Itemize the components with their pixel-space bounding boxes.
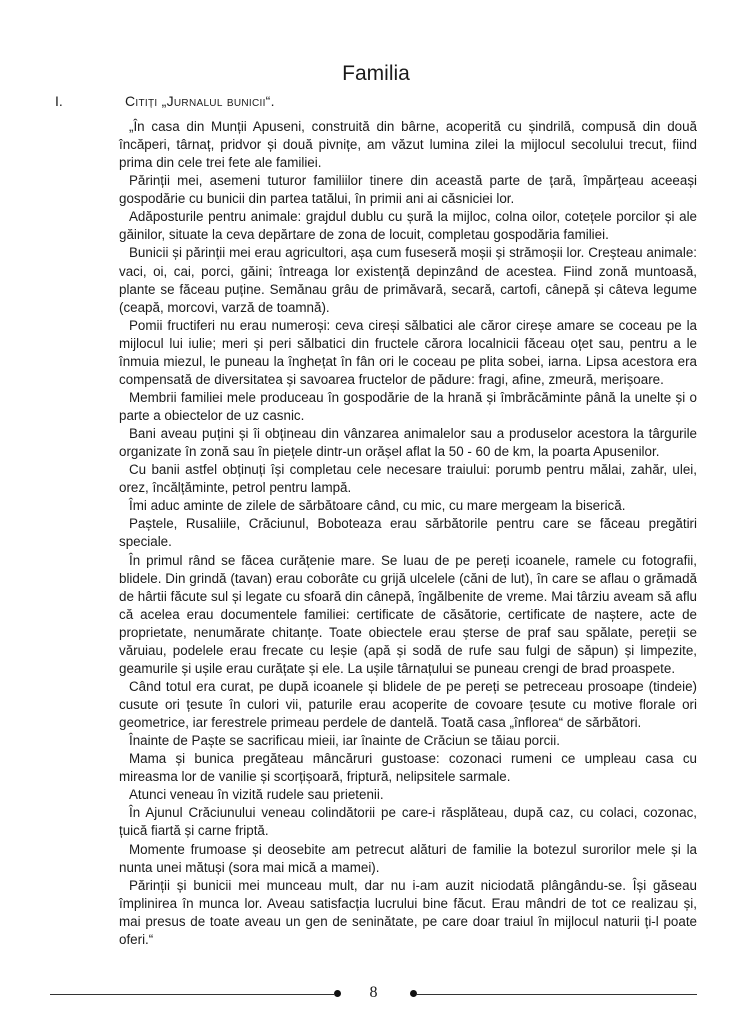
paragraph: Când totul era curat, pe după icoanele și blidele de pe pereți se petreceau prosoape (tindeie) cusute ori țesute în culori vii, paturile erau acoperite de covoare țesute cu motive florale ori geometrice, iar ferestrele primeau perdele de dantelă. Toată casa „înflorea“ de sărbători. xyxy=(119,678,697,731)
section-heading-text: Citiți „Jurnalul bunicii“. xyxy=(125,93,275,109)
paragraph: Atunci veneau în vizită rudele sau prietenii. xyxy=(129,787,384,803)
paragraph: Momente frumoase și deosebite am petrecut alături de familie la botezul surorilor mele și la nunta unei mătuși (sora mai mică a mamei). xyxy=(119,841,697,875)
paragraph: Paștele, Rusaliile, Crăciunul, Boboteaza erau sărbătorile pentru care se făceau pregătiri speciale. xyxy=(119,516,697,550)
paragraph: Bani aveau puțini și îi obțineau din vânzarea animalelor sau a produselor acestora la târgurile organizate în zonă sau în piețele dintr-un orășel aflat la 50 - 60 de km, la poarta Apusenilor. xyxy=(119,426,697,460)
paragraph: Părinții mei, asemeni tuturor familiilor tinere din această parte de țară, împărțeau aceeași gospodărie cu bunicii din partea tatălui, în primii ani ai căsniciei lor. xyxy=(119,173,697,207)
page-number: 8 xyxy=(369,984,378,1001)
paragraph: Pomii fructiferi nu erau numeroși: ceva cireși sălbatici ale căror cireșe amare se coceau pe la mijlocul lui iulie; meri și peri sălbatici din fructele cărora localnicii făceau oțet sau, pentru a le înmuia miezul, le puneau la înghețat în fân ori le coceau pe plita sobei, iarna. Lipsa acestora era compensată de diversitatea și savoarea fructelor de pădure: fragi, afine, zmeură, merișoare. xyxy=(119,317,697,387)
paragraph: „În casa din Munții Apuseni, construită din bârne, acoperită cu șindrilă, compusă din două încăperi, târnaț, pridvor și două pivnițe, am văzut lumina zilei la mijlocul secolului trecut, fiind prima din cele trei fete ale familiei. xyxy=(119,119,697,171)
journal-text xyxy=(119,118,697,949)
page-footer xyxy=(50,984,697,1004)
footer-rule-right xyxy=(416,994,697,995)
paragraph: Membrii familiei mele produceau în gospodărie de la hrană și îmbrăcăminte până la unelte și o parte a obiectelor de uz casnic. xyxy=(119,389,697,423)
section-number: I. xyxy=(55,93,63,109)
paragraph: Adăposturile pentru animale: grajdul dublu cu șură la mijloc, colna oilor, cotețele porcilor și ale găinilor, situate la ceva depărtare de zona de locuit, completau gospodăria familiei. xyxy=(119,209,697,243)
paragraph: În Ajunul Crăciunului veneau colindătorii pe care-i răsplăteau, după caz, cu colaci, cozonac, țuică fiartă și carne friptă. xyxy=(119,805,697,839)
paragraph: Părinții și bunicii mei munceau mult, dar nu i-am auzit niciodată plângându-se. Își găseau împlinirea în munca lor. Aveau satisfacția lucrului bine făcut. Erau mândri de tot ce realizau și, mai presus de toate aveau un gen de seninătate, pe care doar traiul în mijlocul naturii ți-l poate oferi.“ xyxy=(119,877,697,947)
paragraph: Mama și bunica pregăteau mâncăruri gustoase: cozonaci rumeni ce umpleau casa cu mireasma lor de vanilie și scorțișoară, friptură, nelipsitele sarmale. xyxy=(119,751,697,785)
paragraph: În primul rând se făcea curățenie mare. Se luau de pe pereți icoanele, ramele cu fotografii, blidele. Din grindă (tavan) erau coborâte cu grijă ulcelele (căni de lut), în care se aflau o grămadă de hârtii făcute sul și legate cu sfoară din cânepă, îngălbenite de vreme. Mai târziu aveam să aflu că acelea erau documentele familiei: certificate de căsătorie, certificate de naștere, acte de proprietate, nenumărate chitanțe. Toate obiectele erau șterse de praf sau spălate, pereții se văruiau, podelele erau frecate cu leșie (apă și sodă de rufe sau fulgi de săpun) și limpezite, geamurile și ușile erau curățate și ele. La ușile târnațului se puneau crengi de brad proaspete. xyxy=(119,552,697,676)
paragraph: Îmi aduc aminte de zilele de sărbătoare când, cu mic, cu mare mergeam la biserică. xyxy=(129,498,626,514)
footer-rule-left xyxy=(50,994,334,995)
section-heading xyxy=(55,93,275,109)
paragraph: Înainte de Paște se sacrificau mieii, iar înainte de Crăciun se tăiau porcii. xyxy=(129,733,560,749)
paragraph: Cu banii astfel obținuți își completau cele necesare traiului: porumb pentru mălai, zahăr, ulei, orez, încălțăminte, petrol pentru lampă. xyxy=(119,462,697,496)
paragraph: Bunicii și părinții mei erau agricultori, așa cum fuseseră moșii și strămoșii lor. Creșteau animale: vaci, oi, cai, porci, găini; întreaga lor existență depinzând de acestea. Fiind zonă muntoasă, plante se făceau puține. Semănau grâu de primăvară, secară, cartofi, cânepă și câteva legume (ceapă, morcovi, varză de toamnă). xyxy=(119,245,697,315)
footer-dot-left xyxy=(334,990,341,997)
page-title: Familia xyxy=(342,62,410,85)
